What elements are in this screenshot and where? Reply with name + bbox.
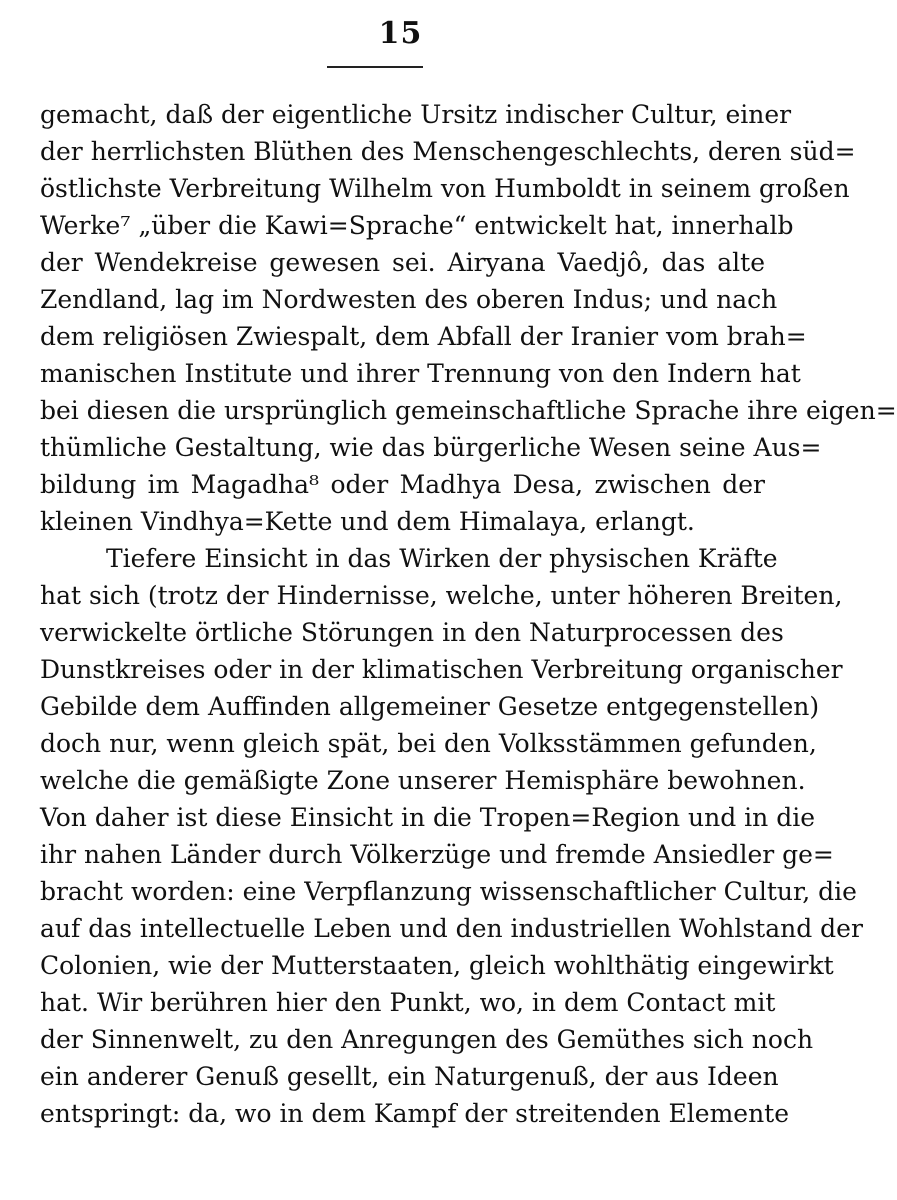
- text-line: Von daher ist diese Einsicht in die Tropen=Region und in die: [40, 803, 816, 832]
- text-line: auf das intellectuelle Leben und den industriellen Wohlstand der: [40, 914, 863, 943]
- text-line: Gebilde dem Auffinden allgemeiner Gesetze entgegenstellen): [40, 692, 820, 721]
- text-line: Werke⁷ „über die Kawi=Sprache“ entwickelt hat, innerhalb: [40, 211, 794, 240]
- page-number: 15: [378, 16, 423, 51]
- text-line: welche die gemäßigte Zone unserer Hemisphäre bewohnen.: [40, 766, 806, 795]
- text-line: bildung im Magadha⁸ oder Madhya Desa, zwischen der: [40, 470, 765, 499]
- header-rule: [327, 66, 423, 68]
- text-line: manischen Institute und ihrer Trennung von den Indern hat: [40, 359, 801, 388]
- text-line: ihr nahen Länder durch Völkerzüge und fremde Ansiedler ge=: [40, 840, 834, 869]
- text-line: gemacht, daß der eigentliche Ursitz indischer Cultur, einer: [40, 100, 792, 129]
- body-text: [40, 96, 897, 1132]
- text-line: der herrlichsten Blüthen des Menschengeschlechts, deren süd=: [40, 137, 856, 166]
- text-line: Zendland, lag im Nordwesten des oberen Indus; und nach: [40, 285, 778, 314]
- text-line: bracht worden: eine Verpflanzung wissenschaftlicher Cultur, die: [40, 877, 857, 906]
- paragraph-1: [40, 96, 897, 540]
- paragraph-2: [40, 540, 863, 1132]
- text-line: kleinen Vindhya=Kette und dem Himalaya, erlangt.: [40, 507, 695, 536]
- text-line: thümliche Gestaltung, wie das bürgerliche Wesen seine Aus=: [40, 433, 822, 462]
- text-line: bei diesen die ursprünglich gemeinschaftliche Sprache ihre eigen=: [40, 396, 897, 425]
- text-line: der Sinnenwelt, zu den Anregungen des Gemüthes sich noch: [40, 1025, 814, 1054]
- text-line: der Wendekreise gewesen sei. Airyana Vaedjô, das alte: [40, 248, 765, 277]
- text-line: Colonien, wie der Mutterstaaten, gleich wohlthätig eingewirkt: [40, 951, 834, 980]
- text-line: Tiefere Einsicht in das Wirken der physischen Kräfte: [106, 544, 778, 573]
- text-line: hat. Wir berühren hier den Punkt, wo, in dem Contact mit: [40, 988, 776, 1017]
- text-line: entspringt: da, wo in dem Kampf der streitenden Elemente: [40, 1099, 790, 1128]
- text-line: dem religiösen Zwiespalt, dem Abfall der Iranier vom brah=: [40, 322, 807, 351]
- text-line: ein anderer Genuß gesellt, ein Naturgenuß, der aus Ideen: [40, 1062, 779, 1091]
- text-line: hat sich (trotz der Hindernisse, welche, unter höheren Breiten,: [40, 581, 843, 610]
- text-line: verwickelte örtliche Störungen in den Naturprocessen des: [40, 618, 784, 647]
- text-line: doch nur, wenn gleich spät, bei den Volksstämmen gefunden,: [40, 729, 817, 758]
- text-line: Dunstkreises oder in der klimatischen Verbreitung organischer: [40, 655, 843, 684]
- text-line: östlichste Verbreitung Wilhelm von Humboldt in seinem großen: [40, 174, 850, 203]
